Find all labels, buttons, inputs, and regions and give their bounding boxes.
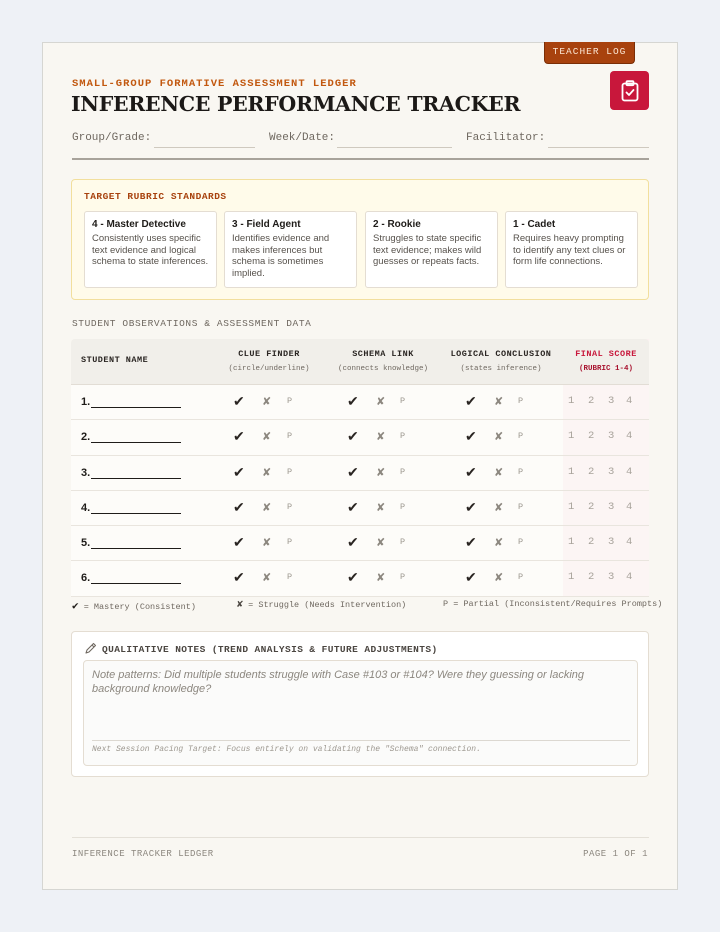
table-row: [71, 526, 649, 561]
score-option-3[interactable]: 3: [608, 430, 615, 443]
table-header: [71, 339, 649, 385]
partial-option-1[interactable]: P: [287, 501, 293, 512]
week-date-label: Week/Date:: [269, 132, 336, 144]
student-number: 4.: [81, 501, 91, 514]
partial-option-2[interactable]: P: [400, 466, 406, 477]
student-name-header: STUDENT NAME: [81, 355, 149, 365]
student-name-blank[interactable]: [91, 478, 181, 479]
student-number: 1.: [81, 396, 91, 408]
rubric-level-desc: Consistently uses specific text evidence and logical schema to state inferences.: [92, 233, 209, 267]
partial-option-1[interactable]: P: [287, 537, 293, 548]
rubric-card-1: [505, 211, 638, 288]
page-title: INFERENCE PERFORMANCE TRACKER: [71, 92, 521, 116]
cross-option-3[interactable]: ✘: [494, 431, 504, 444]
check-option-2[interactable]: ✔: [347, 463, 359, 480]
score-option-3[interactable]: 3: [608, 395, 615, 407]
cross-option-1[interactable]: ✘: [262, 572, 272, 585]
observations-label: STUDENT OBSERVATIONS & ASSESSMENT DATA: [72, 318, 312, 329]
score-option-3[interactable]: 3: [608, 500, 615, 513]
check-option-2[interactable]: ✔: [347, 534, 359, 551]
pencil-icon: [84, 642, 97, 660]
check-icon: ✔: [72, 601, 79, 613]
clue-finder-header: CLUE FINDER (circle/underline): [228, 349, 310, 373]
rubric-level-desc: Struggles to state specific text evidence; makes wild guesses or repeats facts.: [373, 233, 482, 267]
partial-option-2[interactable]: P: [400, 537, 406, 548]
score-option-4[interactable]: 4: [626, 571, 633, 584]
table-body: [71, 385, 649, 597]
score-option-4[interactable]: 4: [626, 395, 633, 407]
cross-option-1[interactable]: ✘: [262, 537, 272, 550]
student-name-blank[interactable]: [91, 548, 181, 549]
legend-mastery-text: = Mastery (Consistent): [83, 602, 196, 612]
check-option-3[interactable]: ✔: [465, 393, 477, 409]
score-option-2[interactable]: 2: [588, 571, 595, 584]
check-option-1[interactable]: ✔: [233, 428, 245, 445]
score-option-2[interactable]: 2: [588, 536, 595, 549]
legend-struggle: [237, 599, 406, 611]
partial-option-1[interactable]: P: [287, 466, 293, 477]
check-option-3[interactable]: ✔: [465, 428, 477, 445]
partial-option-3[interactable]: P: [518, 466, 524, 477]
footer-divider: [72, 837, 649, 838]
check-option-1[interactable]: ✔: [233, 463, 245, 480]
pacing-target-text: Next Session Pacing Target: Focus entirely on validating the "Schema" connection.: [92, 745, 481, 754]
check-option-2[interactable]: ✔: [347, 498, 359, 515]
student-number: 3.: [81, 466, 91, 479]
notes-placeholder: Note patterns: Did multiple students struggle with Case #103 or #104? Were they guessing or lacking background knowledge?: [92, 669, 585, 695]
student-name-blank[interactable]: [91, 407, 181, 408]
table-row: [71, 385, 649, 420]
partial-option-1[interactable]: P: [287, 396, 293, 406]
table-row: [71, 561, 649, 596]
notes-textarea[interactable]: [83, 660, 638, 766]
header-divider: [72, 158, 649, 160]
qualitative-notes-panel: [71, 631, 649, 777]
footer-left: INFERENCE TRACKER LEDGER: [72, 849, 214, 859]
student-number: 6.: [81, 572, 91, 585]
table-row: [71, 456, 649, 491]
final-score-cell: [563, 456, 649, 490]
group-grade-line: [154, 147, 255, 148]
score-option-1[interactable]: 1: [568, 571, 575, 584]
check-option-1[interactable]: ✔: [233, 534, 245, 551]
cross-icon: ✘: [237, 600, 244, 611]
cross-option-1[interactable]: ✘: [262, 466, 272, 479]
teacher-log-tag: TEACHER LOG: [544, 42, 635, 64]
partial-option-1[interactable]: P: [287, 572, 293, 583]
score-option-4[interactable]: 4: [626, 430, 633, 443]
score-option-1[interactable]: 1: [568, 465, 575, 478]
student-number: 2.: [81, 431, 91, 444]
score-option-2[interactable]: 2: [588, 500, 595, 513]
score-option-3[interactable]: 3: [608, 465, 615, 478]
student-name-blank[interactable]: [91, 513, 181, 514]
rubric-panel: [71, 179, 649, 300]
table-row: [71, 420, 649, 455]
rubric-level-desc: Requires heavy prompting to identify any text clues or form life connections.: [513, 233, 626, 267]
rubric-level-desc: Identifies evidence and makes inferences but schema is sometimes implied.: [232, 233, 330, 279]
facilitator-label: Facilitator:: [466, 132, 546, 144]
partial-option-2[interactable]: P: [400, 572, 406, 583]
cross-option-1[interactable]: ✘: [262, 396, 272, 408]
rubric-level-name: 3 - Field Agent: [232, 219, 301, 230]
final-score-cell: [563, 385, 649, 419]
score-option-2[interactable]: 2: [588, 395, 595, 407]
student-name-blank[interactable]: [91, 442, 181, 443]
score-option-1[interactable]: 1: [568, 395, 575, 407]
cross-option-3[interactable]: ✘: [494, 537, 504, 550]
legend-partial: P = Partial (Inconsistent/Requires Prompts): [443, 599, 663, 609]
check-option-3[interactable]: ✔: [465, 569, 477, 586]
partial-option-2[interactable]: P: [400, 431, 406, 442]
legend-mastery: [72, 599, 196, 613]
ledger-eyebrow: SMALL-GROUP FORMATIVE ASSESSMENT LEDGER: [72, 78, 357, 90]
score-option-1[interactable]: 1: [568, 500, 575, 513]
facilitator-line: [548, 147, 649, 148]
tracker-page: [42, 42, 678, 890]
score-option-3[interactable]: 3: [608, 536, 615, 549]
rubric-card-3: [224, 211, 357, 288]
student-number: 5.: [81, 537, 91, 550]
score-option-1[interactable]: 1: [568, 536, 575, 549]
cross-option-3[interactable]: ✘: [494, 501, 504, 514]
group-grade-field[interactable]: [72, 132, 255, 144]
score-option-4[interactable]: 4: [626, 536, 633, 549]
rubric-title: TARGET RUBRIC STANDARDS: [84, 191, 227, 202]
score-option-2[interactable]: 2: [588, 430, 595, 443]
week-date-field[interactable]: [269, 132, 453, 144]
partial-option-2[interactable]: P: [400, 501, 406, 512]
final-score-cell: [563, 526, 649, 560]
check-option-1[interactable]: ✔: [233, 498, 245, 515]
assessment-table: [71, 339, 649, 597]
partial-option-3[interactable]: P: [518, 537, 524, 548]
cross-option-2[interactable]: ✘: [376, 501, 386, 514]
score-option-3[interactable]: 3: [608, 571, 615, 584]
group-grade-label: Group/Grade:: [72, 132, 152, 144]
rubric-level-name: 4 - Master Detective: [92, 219, 186, 230]
partial-option-2[interactable]: P: [400, 396, 406, 406]
partial-option-3[interactable]: P: [518, 396, 524, 406]
notes-title: QUALITATIVE NOTES (TREND ANALYSIS & FUTURE ADJUSTMENTS): [102, 644, 438, 655]
rubric-level-name: 1 - Cadet: [513, 219, 556, 230]
score-option-2[interactable]: 2: [588, 465, 595, 478]
facilitator-field[interactable]: [466, 132, 649, 144]
schema-link-header: SCHEMA LINK (connects knowledge): [337, 349, 428, 373]
final-score-cell: [563, 420, 649, 454]
check-option-1[interactable]: ✔: [233, 393, 245, 409]
partial-option-3[interactable]: P: [518, 431, 524, 442]
cross-option-3[interactable]: ✘: [494, 466, 504, 479]
rubric-card-2: [365, 211, 498, 288]
partial-option-3[interactable]: P: [518, 572, 524, 583]
cross-option-2[interactable]: ✘: [376, 431, 386, 444]
check-option-3[interactable]: ✔: [465, 498, 477, 515]
check-option-2[interactable]: ✔: [347, 393, 359, 409]
table-row: [71, 491, 649, 526]
clipboard-check-icon: [610, 71, 649, 110]
final-score-cell: [563, 561, 649, 595]
score-option-4[interactable]: 4: [626, 500, 633, 513]
rubric-level-name: 2 - Rookie: [373, 219, 421, 230]
check-option-2[interactable]: ✔: [347, 569, 359, 586]
legend-struggle-text: = Struggle (Needs Intervention): [248, 600, 407, 610]
check-option-3[interactable]: ✔: [465, 534, 477, 551]
check-option-1[interactable]: ✔: [233, 569, 245, 586]
final-score-header: FINAL SCORE (RUBRIC 1-4): [575, 349, 637, 373]
check-option-2[interactable]: ✔: [347, 428, 359, 445]
score-option-1[interactable]: 1: [568, 430, 575, 443]
cross-option-2[interactable]: ✘: [376, 396, 386, 408]
cross-option-3[interactable]: ✘: [494, 396, 504, 408]
partial-option-1[interactable]: P: [287, 431, 293, 442]
partial-option-3[interactable]: P: [518, 501, 524, 512]
check-option-3[interactable]: ✔: [465, 463, 477, 480]
final-score-cell: [563, 491, 649, 525]
footer-page: PAGE 1 OF 1: [583, 849, 648, 859]
cross-option-2[interactable]: ✘: [376, 537, 386, 550]
logical-conclusion-header: LOGICAL CONCLUSION (states inference): [450, 349, 552, 373]
cross-option-3[interactable]: ✘: [494, 572, 504, 585]
cross-option-2[interactable]: ✘: [376, 466, 386, 479]
cross-option-2[interactable]: ✘: [376, 572, 386, 585]
cross-option-1[interactable]: ✘: [262, 431, 272, 444]
rubric-card-4: [84, 211, 217, 288]
cross-option-1[interactable]: ✘: [262, 501, 272, 514]
week-date-line: [337, 147, 452, 148]
student-name-blank[interactable]: [91, 583, 181, 584]
score-option-4[interactable]: 4: [626, 465, 633, 478]
notes-divider: [92, 740, 630, 741]
